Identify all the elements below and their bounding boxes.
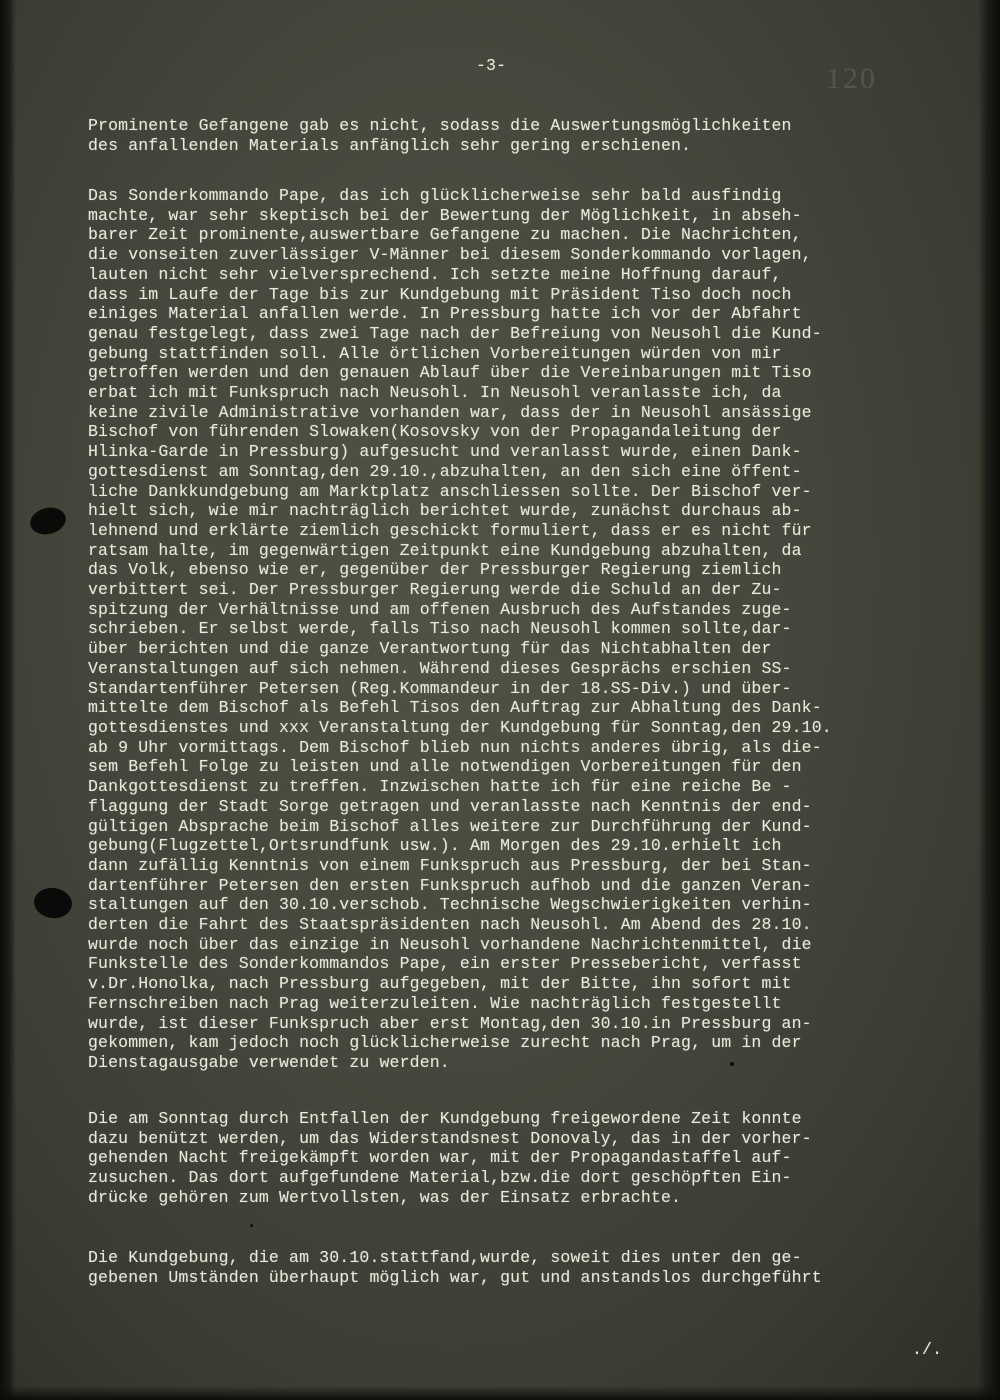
paragraph-prisoners: Prominente Gefangene gab es nicht, sodass die Auswertungsmöglichkeiten des anfallenden Materials anfänglich sehr gering erschienen. — [88, 116, 792, 155]
paragraph-kundgebung: Die Kundgebung, die am 30.10.stattfand,wurde, soweit dies unter den ge- gebenen Umständen überhaupt möglich war, gut und anstandslos durchgeführt — [88, 1248, 822, 1287]
paragraph-donovaly: Die am Sonntag durch Entfallen der Kundgebung freigewordene Zeit konnte dazu benützt werden, um das Widerstandsnest Donovaly, das in der vorher- gehenden Nacht freigekämpft worden war, mit der Propagandastaffel auf- zusuchen. Das dort aufgefundene Material,bzw.die dort geschöpften Ein- drücke gehören zum Wertvollsten, was der Einsatz erbrachte. — [88, 1109, 812, 1207]
scan-edge-left — [0, 0, 16, 1400]
scan-edge-bottom — [0, 1386, 1000, 1400]
scan-edge-right — [978, 0, 1000, 1400]
punch-hole — [27, 504, 68, 538]
continuation-mark: ./. — [912, 1340, 943, 1359]
paragraph-sonderkommando: Das Sonderkommando Pape, das ich glücklicherweise sehr bald ausfindig machte, war sehr skeptisch bei der Bewertung der Möglichkeit, in abseh- barer Zeit prominente,auswertbare Gefangene zu machen. Die Nachrichten, die vonseiten zuverlässiger V-Männer bei diesem Sonderkommando vorlagen, lauten nicht sehr vielversprechend. Ich setzte meine Hoffnung darauf, dass im Laufe der Tage bis zur Kundgebung mit Präsident Tiso doch noch einiges Material anfallen werde. In Pressburg hatte ich vor der Abfahrt genau festgelegt, dass zwei Tage nach der Befreiung von Neusohl die Kund- gebung stattfinden soll. Alle örtlichen Vorbereitungen würden von mir getroffen werden und den genauen Ablauf über die Vereinbarungen mit Tiso erbat ich mit Funkspruch nach Neusohl. In Neusohl veranlasste ich, da keine zivile Administrative vorhanden war, dass der in Neusohl ansässige Bischof von führenden Slowaken(Kosovsky von der Propagandaleitung der Hlinka-Garde in Pressburg) aufgesucht und veranlasst wurde, einen Dank- gottesdienst am Sonntag,den 29.10.,abzuhalten, an den sich eine öffent- liche Dankkundgebung am Marktplatz anschliessen sollte. Der Bischof ver- hielt sich, wie mir nachträglich berichtet wurde, zunächst durchaus ab- lehnend und erklärte ziemlich geschickt formuliert, dass er es nicht für ratsam halte, im gegenwärtigen Zeitpunkt eine Kundgebung abzuhalten, da das Volk, ebenso wie er, gegenüber der Pressburger Regierung ziemlich verbittert sei. Der Pressburger Regierung werde die Schuld an der Zu- spitzung der Verhältnisse und am offenen Ausbruch des Aufstandes zuge- schrieben. Er selbst werde, falls Tiso nach Neusohl kommen sollte,dar- über berichten und die ganze Verantwortung für das Nichtabhalten der Veranstaltungen auf sich nehmen. Während dieses Gesprächs erschien SS- Standartenführer Petersen (Reg.Kommandeur in der 18.SS-Div.) und über- mittelte dem Bischof als Befehl Tisos den Auftrag zur Abhaltung des Dank- gottesdienstes und xxx Veranstaltung der Kundgebung für Sonntag,den 29.10. ab 9 Uhr vormittags. Dem Bischof blieb nun nichts anderes übrig, als die- sem Befehl Folge zu leisten und alle notwendigen Vorbereitungen für den Dankgottesdienst zu treffen. Inzwischen hatte ich für eine reiche Be - flaggung der Stadt Sorge getragen und veranlasste nach Kenntnis der end- gültigen Absprache beim Bischof alles weitere zur Durchführung der Kund- gebung(Flugzettel,Ortsrundfunk usw.). Am Morgen des 29.10.erhielt ich dann zufällig Kenntnis von einem Funkspruch aus Pressburg, der bei Stan- dartenführer Petersen den ersten Funkspruch aufhob und die ganzen Veran- staltungen auf den 30.10.verschob. Technische Wegschwierigkeiten verhin- derten die Fahrt des Staatspräsidenten nach Neusohl. Am Abend des 28.10. wurde noch über das einzige in Neusohl vorhandene Nachrichtenmittel, die Funkstelle des Sonderkommandos Pape, ein erster Pressebericht, verfasst v.Dr.Honolka, nach Pressburg aufgegeben, mit der Bitte, ihn sofort mit Fernschreiben nach Prag weiterzuleiten. Wie nachträglich festgestellt wurde, ist dieser Funkspruch aber erst Montag,den 30.10.in Pressburg an- gekommen, kam jedoch noch glücklicherweise zurecht nach Prag, um in der Dienstagausgabe verwendet zu werden. — [88, 186, 832, 1072]
ink-speck — [250, 1224, 253, 1227]
archive-stamp-number: 120 — [826, 62, 877, 95]
punch-hole — [32, 886, 74, 921]
page-number: -3- — [476, 56, 507, 75]
